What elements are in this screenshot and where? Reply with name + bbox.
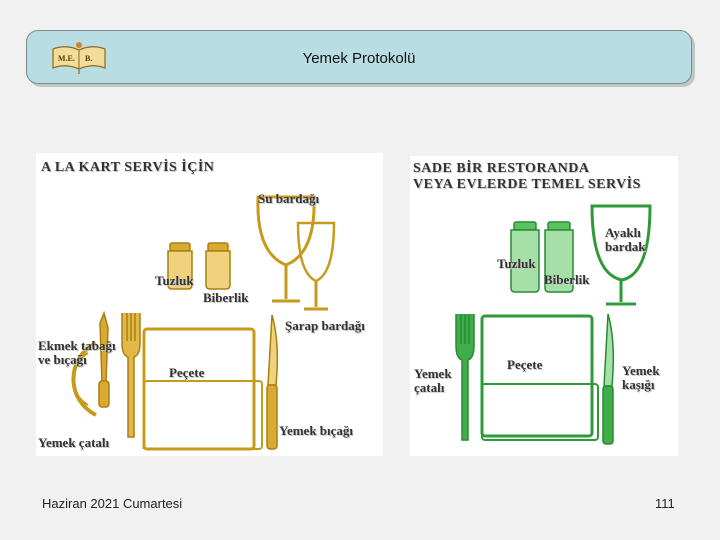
right-panel-title: SADE BİR RESTORANDA VEYA EVLERDE TEMEL SERVİS — [413, 161, 641, 192]
svg-text:M.E.: M.E. — [58, 54, 75, 63]
svg-text:B.: B. — [85, 54, 93, 63]
label-bread-plate-knife: Ekmek tabağı ve bıçağı — [38, 338, 116, 367]
label-dinner-knife: Yemek bıçağı — [279, 423, 354, 438]
page-title: Yemek Protokolü — [302, 50, 416, 67]
label-stemmed-glass: Ayaklı bardak — [605, 225, 646, 254]
label-napkin: Peçete — [169, 365, 205, 380]
label-spoon: Yemek kaşığı — [622, 363, 660, 392]
footer-date: Haziran 2021 Cumartesi — [42, 496, 183, 511]
label-dinner-fork: Yemek çatalı — [38, 435, 110, 450]
green-table-setting-drawing — [410, 156, 678, 456]
left-panel-title: A LA KART SERVİS İÇİN — [41, 160, 215, 175]
label-salt-shaker: Tuzluk — [155, 273, 194, 288]
label-water-glass: Su bardağı — [258, 191, 320, 206]
label-napkin: Peçete — [507, 357, 543, 372]
a-la-carte-setting-illustration — [36, 153, 383, 456]
label-dinner-fork: Yemek çatalı — [414, 366, 452, 395]
page-number: 111 — [655, 496, 675, 511]
label-salt-shaker: Tuzluk — [497, 256, 536, 271]
title-bar — [26, 30, 692, 84]
label-wine-glass: Şarap bardağı — [285, 318, 365, 333]
label-pepper-shaker: Biberlik — [544, 272, 590, 287]
label-pepper-shaker: Biberlik — [203, 290, 249, 305]
basic-service-setting-illustration — [410, 156, 678, 456]
